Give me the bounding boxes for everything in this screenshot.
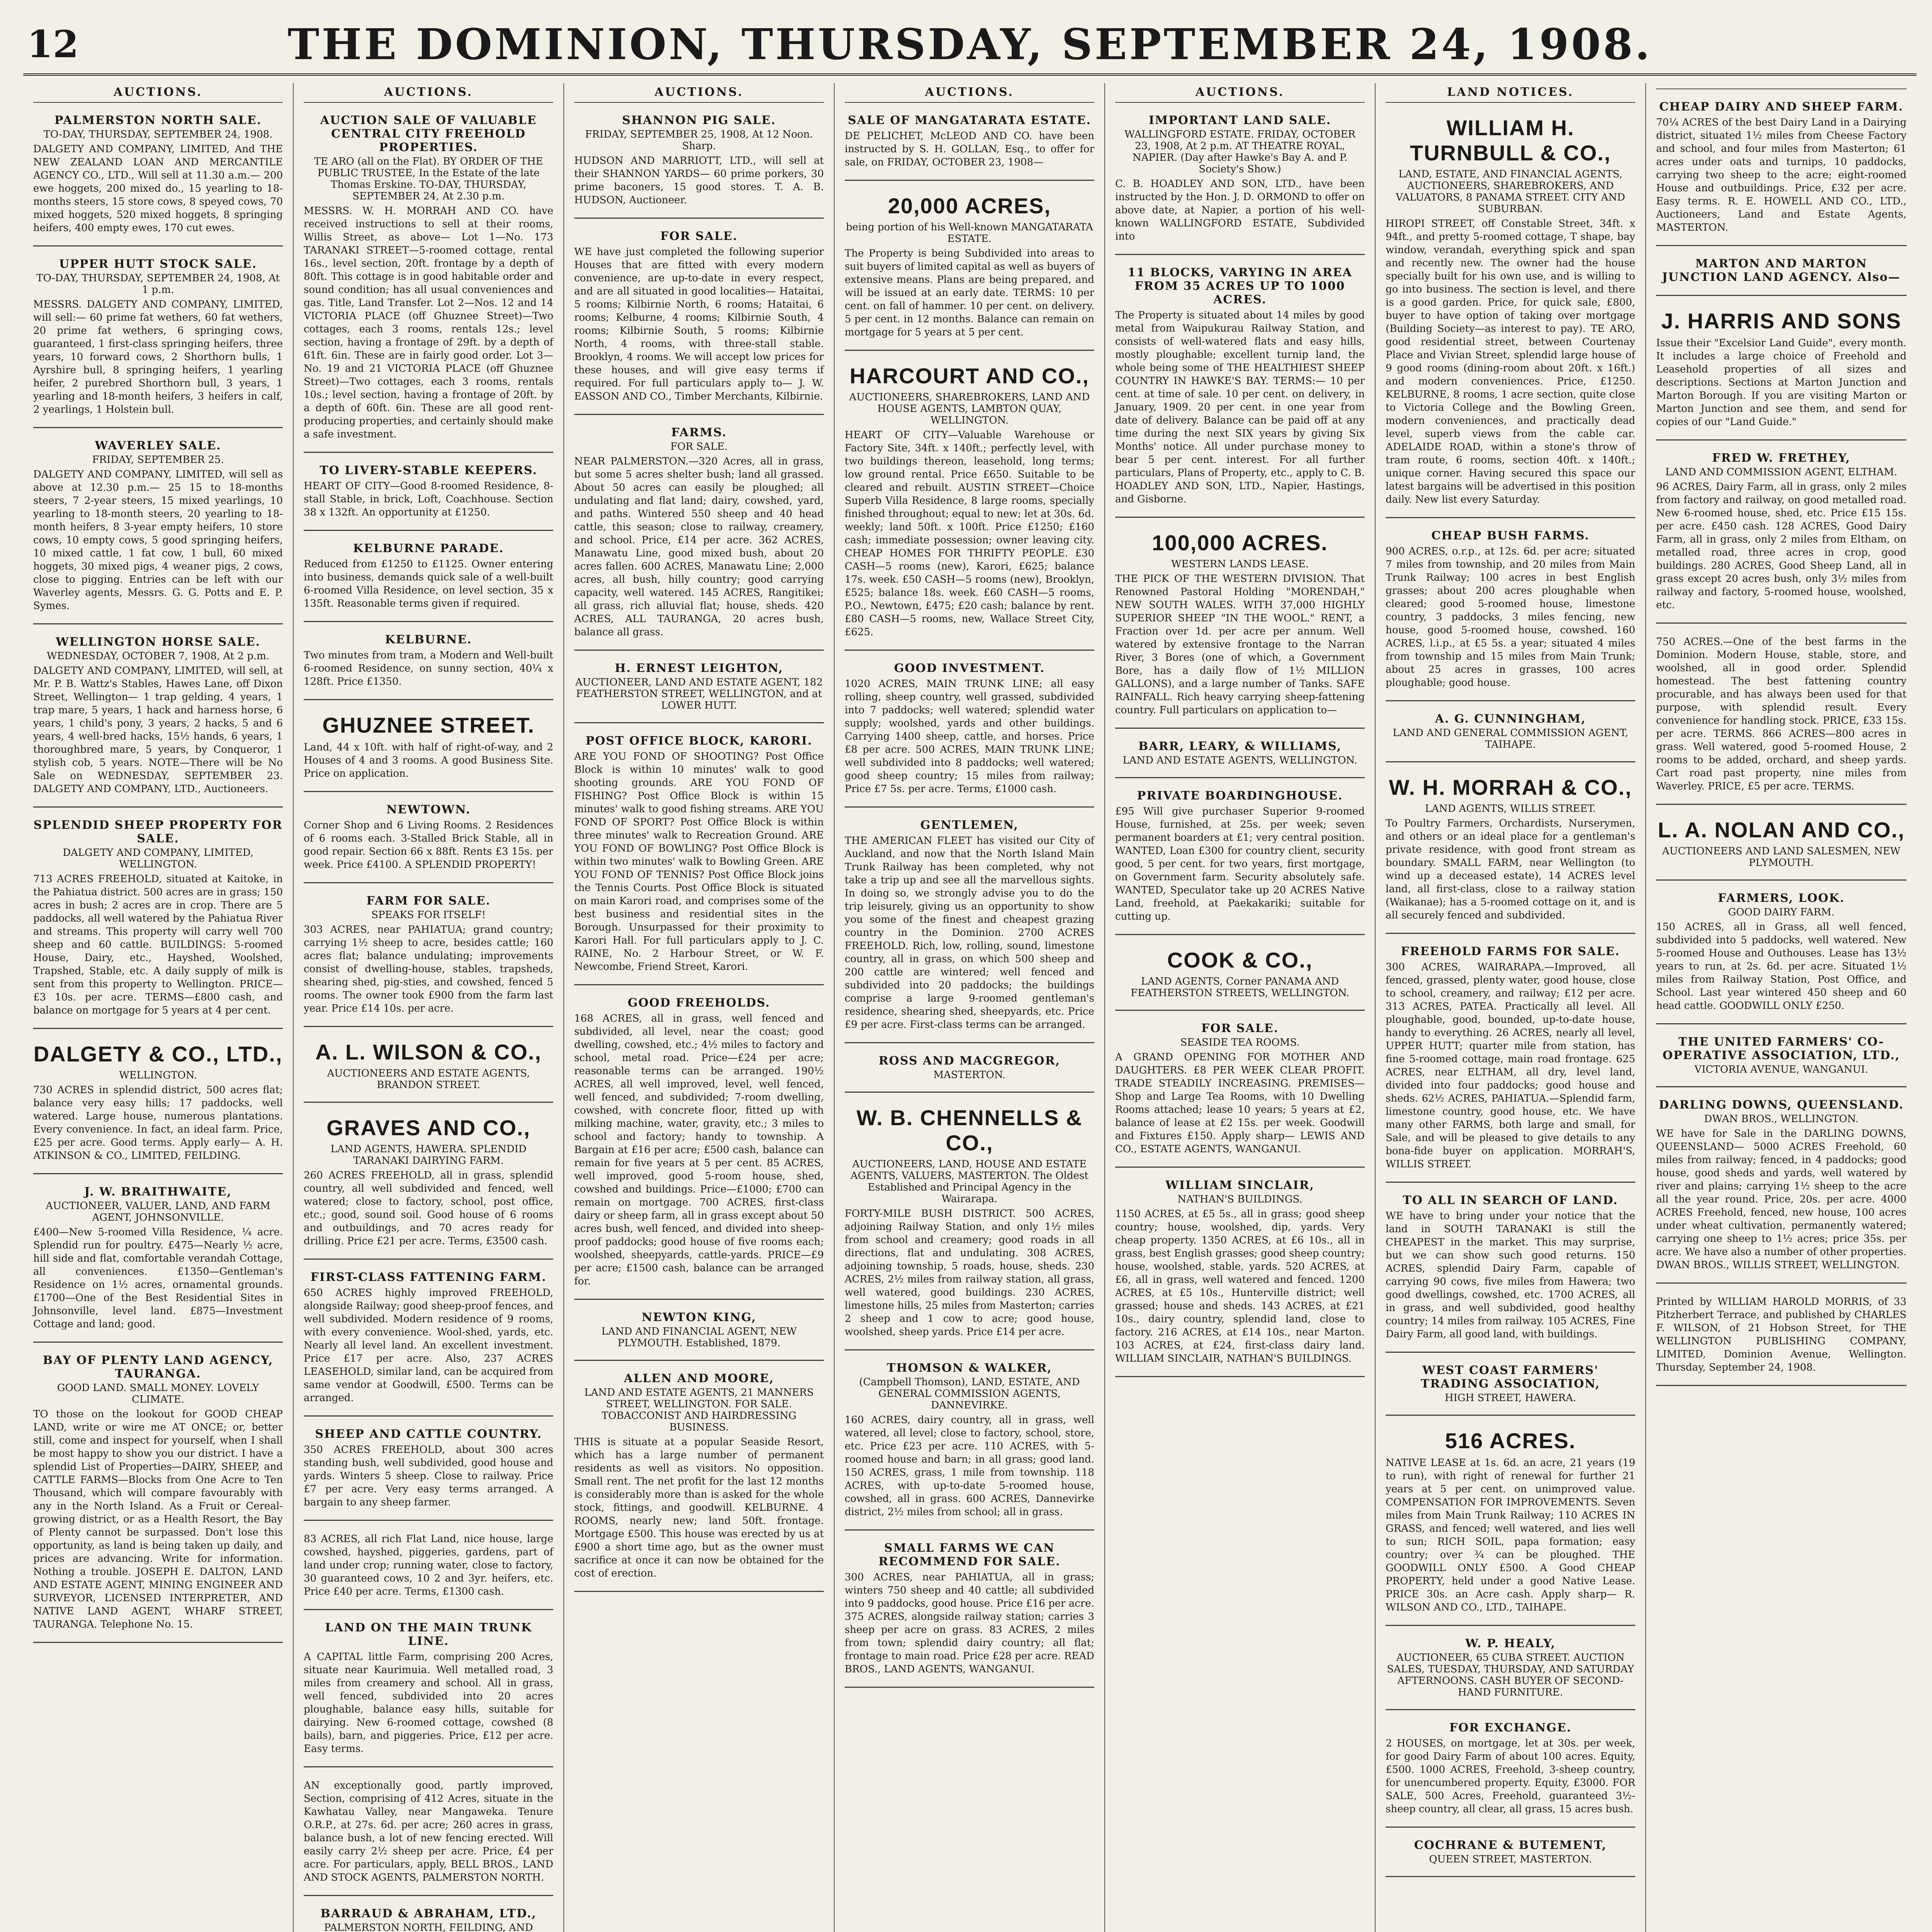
advertisement-title: PALMERSTON NORTH SALE. bbox=[54, 114, 262, 127]
advertisement-title: COCHRANE & BUTEMENT, bbox=[1414, 1838, 1607, 1852]
advertisement-title: L. A. NOLAN AND CO., bbox=[1658, 818, 1905, 842]
advertisement bbox=[574, 729, 824, 985]
advertisement bbox=[304, 1526, 553, 1610]
advertisement-body: 160 ACRES, dairy country, all in grass, well watered, all level; close to factory, school, store, etc. Price £23 per acre. 110 ACRES, with 5-roomed house and barn; in all grass; good land. 150 ACRES, grass, 1 mile from township. 118 ACRES, with up-to-date 5-roomed house, cowshed, all in grass. 600 ACRES, Dannevirke district, 2½ miles from school; all in grass. bbox=[845, 1414, 1094, 1518]
advertisement bbox=[304, 1901, 553, 1932]
advertisement-body: £400—New 5-roomed Villa Residence, ¼ acre. Splendid run for poultry. £475—Nearly ½ acre, hill side and flat, comfortable verandah Cottage, all conveniences. £1350—Gentleman's Residence on 1½ acres, ornamental grounds. £1700—One of the Best Residential Sites in Johnsonville, level land. £875—Investment Cottage and land; good. bbox=[33, 1226, 283, 1330]
advertisement-body: WE have to bring under your notice that the land in SOUTH TARANAKI is still the CHEAPEST in the market. This may surprise, but we can show such good returns. 150 ACRES, splendid Dairy Farm, capable of carrying 90 cows, five miles from Hawera; two good dwellings, cowshed, etc. 1700 ACRES, all in grass, and well subdivided, good healthy country; 14 miles from railway. 105 ACRES, Fine Dairy Farm, all good land, with buildings. bbox=[1386, 1210, 1635, 1340]
advertisement-title: FREEHOLD FARMS FOR SALE. bbox=[1401, 945, 1620, 958]
advertisement bbox=[1386, 1833, 1635, 1877]
advertisement-title: AUCTION SALE OF VALUABLE CENTRAL CITY FREEHOLD PROPERTIES. bbox=[320, 114, 537, 154]
advertisement-body: C. B. HOADLEY AND SON, LTD., have been instructed by the Hon. J. D. ORMOND to offer on above date, at Napier, a portion of his well-known WALLINGFORD ESTATE, Subdivided into bbox=[1115, 178, 1365, 242]
advertisement-subtitle: AUCTIONEER, LAND AND ESTATE AGENT, 182 FEATHERSTON STREET, WELLINGTON, and at LOWER HUTT. bbox=[575, 677, 823, 711]
advertisement-subtitle: TO-DAY, THURSDAY, SEPTEMBER 24, 1908. bbox=[43, 129, 273, 140]
advertisement-body: 300 ACRES, near PAHIATUA, all in grass; winters 750 sheep and 40 cattle; all subdivided into 9 paddocks, good house. Price £16 per acre. 375 ACRES, alongside railway station; carries 3 sheep per acre on grass. 83 ACRES, 2 miles from town; splendid dairy country; all flat; frontage to main road. Price £28 per acre. READ BROS., LAND AGENTS, WANGANUI. bbox=[845, 1571, 1094, 1675]
advertisement bbox=[304, 108, 553, 453]
advertisement bbox=[574, 420, 824, 651]
advertisement bbox=[33, 1180, 283, 1343]
advertisement-body: To Poultry Farmers, Orchardists, Nurserymen, and others or an ideal place for a gentleman's private residence, with good front stream as boundary. SMALL FARM, near Wellington (to wind up a deceased estate), 14 ACRES level land, all first-class, close to a railway station (Waikanae); has a 5-roomed cottage on it, and is all securely fenced and subdivided. bbox=[1386, 818, 1635, 921]
advertisement bbox=[845, 108, 1094, 181]
advertisement-body: NATIVE LEASE at 1s. 6d. an acre, 21 years (19 to run), with right of renewal for further 21 years at 5 per cent. on unimproved value. COMPENSATION FOR IMPROVEMENTS. Seven miles from Main Trunk Railway; 110 ACRES IN GRASS, and fenced; well watered, and lies well to sun; RICH SOIL, papa formation; easy country; over ¾ can be ploughed. THE GOODWILL ONLY £500. A Good CHEAP PROPERTY, held under a good Native Lease. PRICE 30s. an Acre cash. Apply sharp— R. WILSON AND CO., LTD., TAIHAPE. bbox=[1386, 1457, 1635, 1613]
advertisement-title: FOR EXCHANGE. bbox=[1449, 1721, 1572, 1735]
advertisement bbox=[845, 813, 1094, 1043]
advertisement bbox=[304, 628, 553, 700]
advertisement-subtitle: TE ARO (all on the Flat). BY ORDER OF THE PUBLIC TRUSTEE, In the Estate of the late Thomas Erskine. TO-DAY, THURSDAY, SEPTEMBER 24, At 2.30 p.m. bbox=[314, 156, 543, 202]
advertisement-subtitle: HIGH STREET, HAWERA. bbox=[1444, 1392, 1577, 1404]
advertisement-title: FARMERS, LOOK. bbox=[1718, 891, 1845, 905]
advertisement-title: THE UNITED FARMERS' CO-OPERATIVE ASSOCIATION, LTD., bbox=[1662, 1035, 1900, 1062]
advertisement-title: GHUZNEE STREET. bbox=[322, 713, 535, 737]
advertisement-title: FIRST-CLASS FATTENING FARM. bbox=[310, 1270, 547, 1284]
advertisement-body: 750 ACRES.—One of the best farms in the Dominion. Modern House, stable, store, and woolshed, all in good order. Splendid homestead. The best fattening country procurable, and has always been used for that purpose, with splendid result. Every convenience for handling stock. PRICE, £33 15s. per acre. TERMS. 866 ACRES—800 acres in grass. Well watered, good 5-roomed House, 2 rooms to be added, orchard, and sheep yards. Cart road past property, nine miles from Waverley. PRICE, £5 per acre. TERMS. bbox=[1656, 636, 1906, 792]
advertisement-title: SMALL FARMS WE CAN RECOMMEND FOR SALE. bbox=[878, 1541, 1061, 1568]
advertisement-title: W. H. MORRAH & CO., bbox=[1389, 775, 1632, 799]
advertisement bbox=[1386, 768, 1635, 934]
advertisement-body: HIROPI STREET, off Constable Street, 34ft. x 94ft., and pretty 5-roomed cottage, T shape, bay window, verandah, everything spick and span and recently new. The owner had the house specially built for his own use, and is willing to go into business. The section is level, and there is a good garden. Price, for quick sale, £800, buyer to have option of taking over mortgage (Building Society—as interest to pay). TE ARO, good residential street, between Courtenay Place and Vivian Street, splendid large house of 9 good rooms (dining-room about 20ft. x 16ft.) and modern conveniences. Price, £1250. KELBURNE, 8 rooms, 1 acre section, quite close to Victoria College and the Bowling Green, modern conveniences, and practically dead level, superb views from the cable car. ADELAIDE ROAD, within a stone's throw of tram route, 6 rooms, section 40ft. x 140ft.; unique corner. Having secured this space our latest bargains will be advertised in this position daily. New list every Saturday. bbox=[1386, 218, 1635, 505]
advertisement-title: SALE OF MANGATARATA ESTATE. bbox=[848, 114, 1091, 127]
advertisement bbox=[1656, 629, 1906, 805]
advertisement-body: Printed by WILLIAM HAROLD MORRIS, of 33 Pitzherbert Terrace, and published by CHARLES F. WILSON, of 21 Hobson Street, for THE WELLINGTON PUBLISHING COMPANY, LIMITED, Dominion Avenue, Wellington. Thursday, September 24, 1908. bbox=[1656, 1296, 1906, 1373]
advertisement-subtitle: WELLINGTON. bbox=[119, 1070, 197, 1081]
advertisement-body: 303 ACRES, near PAHIATUA; grand country; carrying 1½ sheep to acre, besides cattle; 160 acres flat; balance undulating; improvements consist of dwelling-house, stables, trapsheds, shearing shed, pig-sties, and cowshed, fenced 5 rooms. The owner took £900 from the farm last year. Price £14 10s. per acre. bbox=[304, 924, 553, 1014]
advertisement-title: FRED W. FRETHEY, bbox=[1712, 451, 1851, 465]
advertisement-title: KELBURNE PARADE. bbox=[353, 542, 504, 555]
column-4 bbox=[835, 83, 1105, 1932]
advertisement-body: FORTY-MILE BUSH DISTRICT. 500 ACRES, adjoining Railway Station, and only 1½ miles from school and creamery; good roads in all directions, flat and undulating. 308 ACRES, adjoining township, 5 roads, house, sheds. 230 ACRES, 2½ miles from railway station, all grass, well watered, good buildings. 230 ACRES, limestone hills, 25 miles from Masterton; carries 2 sheep and 1 cow to acre; good house, woolshed, sheep yards. Price £14 per acre. bbox=[845, 1208, 1094, 1338]
advertisement bbox=[1656, 810, 1906, 881]
advertisement-title: 11 BLOCKS, VARYING IN AREA FROM 35 ACRES UP TO 1000 ACRES. bbox=[1128, 266, 1352, 306]
advertisement bbox=[304, 458, 553, 531]
advertisement-subtitle: FOR SALE. bbox=[670, 441, 728, 452]
advertisement-body: The Property is being Subdivided into areas to suit buyers of limited capital as well as buyers of extensive means. Plans are being prepared, and will be issued at an early date. TERMS: 10 per cent. on fall of hammer. 10 per cent. on delivery. 5 per cent. in 12 months. Balance can remain on mortgage for 5 years at 5 per cent. bbox=[845, 248, 1094, 338]
advertisement-body: A CAPITAL little Farm, comprising 200 Acres, situate near Kaurimuia. Well metalled road, 3 miles from creamery and school. All in grass, well fenced, subdivided into 20 acres ploughable, balance easy hills, suitable for dairying. New 6-roomed cottage, cowshed (8 bails), barn, and piggeries. Price, £12 per acre. Easy terms. bbox=[304, 1651, 553, 1755]
advertisement bbox=[1656, 1030, 1906, 1087]
advertisement-title: UPPER HUTT STOCK SALE. bbox=[59, 257, 257, 271]
column-heading: AUCTIONS. bbox=[845, 83, 1094, 103]
advertisement-title: LAND ON THE MAIN TRUNK LINE. bbox=[325, 1621, 532, 1648]
advertisement-subtitle: LAND, ESTATE, AND FINANCIAL AGENTS, AUCTIONEERS, SHAREBROKERS, AND VALUATORS, 8 PANAMA STREET. CITY AND SUBURBAN. bbox=[1396, 168, 1625, 215]
advertisement-subtitle: AUCTIONEER, VALUER, LAND, AND FARM AGENT, JOHNSONVILLE. bbox=[46, 1200, 270, 1223]
advertisement-subtitle: LAND AGENTS, Corner PANAMA AND FEATHERSTON STREETS, WELLINGTON. bbox=[1131, 976, 1349, 999]
advertisement-body: 300 ACRES, WAIRARAPA.—Improved, all fenced, grassed, plenty water, good house, close to school, creamery, and railway; £12 per acre. 313 ACRES, PATEA. Practically all level. All ploughable, good, bounded, up-to-date house, handy to everything. 26 ACRES, nearly all level, UPPER HUTT; quarter mile from station, has fine 5-roomed cottage, main road frontage. 625 ACRES, near ELTHAM, all dry, level land, divided into four paddocks; good house and sheds. 62½ ACRES, PAHIATUA.—Splendid farm, limestone country, good house, etc. We have many other FARMS, both large and small, for Sale, and will be pleased to give details to any bona-fide buyer on application. MORRAH'S, WILLIS STREET. bbox=[1386, 961, 1635, 1170]
advertisement-subtitle: LAND AND COMMISSION AGENT, ELTHAM. bbox=[1665, 466, 1898, 478]
advertisement-body: DE PELICHET, McLEOD AND CO. have been instructed by S. H. GOLLAN, Esq., to offer for sale, on FRIDAY, OCTOBER 23, 1908— bbox=[845, 130, 1094, 168]
advertisement bbox=[304, 1773, 553, 1896]
advertisement bbox=[574, 656, 824, 723]
advertisement-title: FARM FOR SALE. bbox=[366, 894, 491, 908]
advertisement bbox=[1386, 1631, 1635, 1710]
advertisement-body: A GRAND OPENING FOR MOTHER AND DAUGHTERS. £8 PER WEEK CLEAR PROFIT. TRADE STEADILY INCREASING. PREMISES—Shop and Large Tea Rooms, with 10 Dwelling Rooms attached; lease 10 years; 5 years at £2, balance of lease at £2 15s. per week. Goodwill and Fixtures £150. Apply sharp— LEWIS AND CO., ESTATE AGENTS, WANGANUI. bbox=[1115, 1051, 1365, 1155]
advertisement-title: SHANNON PIG SALE. bbox=[622, 114, 776, 127]
advertisement bbox=[574, 108, 824, 219]
column-1 bbox=[23, 83, 294, 1932]
advertisement-body: Two minutes from tram, a Modern and Well-built 6-roomed Residence, on sunny section, 40¼ x 128ft. Price £1350. bbox=[304, 650, 553, 687]
advertisement-subtitle: DALGETY AND COMPANY, LIMITED, WELLINGTON. bbox=[63, 847, 253, 870]
advertisement bbox=[574, 1305, 824, 1361]
advertisement-title: FOR SALE. bbox=[660, 230, 738, 243]
advertisement-title: J. W. BRAITHWAITE, bbox=[84, 1185, 232, 1199]
advertisement bbox=[1115, 108, 1365, 255]
advertisement-body: DALGETY AND COMPANY, LIMITED, will sell as above at 12.30 p.m.— 25 15 to 18-months steers, 7 2-year steers, 15 mixed yearlings, 10 yearling to 18-month steers, 20 yearling to 18-month heifers, 8 3-year empty heifers, 10 store cows, 10 empty cows, 5 good springing heifers, 10 mixed cattle, 1 fat cow, 1 bull, 60 mixed hoggets, 30 mixed pigs, 4 weaner pigs, 2 cows, close to pigging. Entries can be left with our Waverley agents, Messrs. G. G. Potts and E. P. Symes. bbox=[33, 469, 283, 612]
advertisement bbox=[1656, 1093, 1906, 1284]
advertisement bbox=[1656, 446, 1906, 624]
advertisement bbox=[304, 1032, 553, 1103]
newspaper-title: THE DOMINION, THURSDAY, SEPTEMBER 24, 1908. bbox=[287, 19, 1652, 69]
advertisement-subtitle: TO-DAY, THURSDAY, SEPTEMBER 24, 1908, At 1 p.m. bbox=[36, 272, 280, 296]
column-heading: AUCTIONS. bbox=[304, 83, 553, 103]
advertisement-body: 168 ACRES, all in grass, well fenced and subdivided, all level, near the coast; good dwelling, cowshed, etc.; 4½ miles to factory and school, metal road. Price—£24 per acre; reasonable terms can be arranged. 190½ ACRES, all well improved, level, well fenced, well fenced, and subdivided; 7-room dwelling, cowshed, with concrete floor, fitted up with milking machine, water, gravity, etc.; 3 miles to school and factory; handy to township. A Bargain at £16 per acre; £500 cash, balance can remain for five years at 5 per cent. 85 ACRES, well improved, good 5-room house, shed, cowshed and buildings. Price—£1000; £700 can remain on mortgage. 700 ACRES, first-class dairy or sheep farm, all in grass except about 50 acres bush, well fenced, and divided into sheep-proof paddocks; good house of five rooms each; woolshed, sheepyards, cattle-yards. PRICE—£9 per acre; £1500 cash, balance can be arranged for. bbox=[574, 1013, 824, 1287]
advertisement-body: THE PICK OF THE WESTERN DIVISION. That Renowned Pastoral Holding "MORENDAH," NEW SOUTH WALES. WITH 37,000 HIGHLY SUPERIOR SHEEP "IN THE WOOL." RENT, a Fraction over 1d. per acre per annum. Well watered by extensive frontage to the Narran River, 3 Bores (one of which, a Government Bore, has a daily flow of 1½ MILLION GALLONS), and a large number of Tanks. SAFE RAINFALL. Rich heavy carrying sheep-fattening country. Full particulars on application to— bbox=[1115, 573, 1365, 716]
advertisement-subtitle: FRIDAY, SEPTEMBER 25, 1908, At 12 Noon. Sharp. bbox=[585, 129, 813, 152]
advertisement bbox=[304, 1108, 553, 1260]
advertisement bbox=[1386, 707, 1635, 762]
advertisement-subtitle: LAND AGENTS, WILLIS STREET. bbox=[1425, 803, 1596, 815]
advertisement-subtitle: AUCTIONEERS AND LAND SALESMEN, NEW PLYMOUTH. bbox=[1662, 845, 1901, 869]
advertisement bbox=[304, 889, 553, 1027]
advertisement-subtitle: GOOD DAIRY FARM. bbox=[1728, 906, 1835, 918]
advertisement-body: NEAR PALMERSTON.—320 Acres, all in grass, but some 5 acres shelter bush; land all grassed. About 50 acres can easily be ploughed; all undulating and flat land; dairy, cowshed, yard, and paths. Wintered 550 sheep and 40 head cattle, this season; close to railway, creamery, and school. Price, £14 per acre. 362 ACRES, Manawatu Line, good mixed bush, about 20 acres fallen. 600 ACRES, Manawatu Line; 2,000 acres, all bush, hilly country; good carrying capacity, well watered. 145 ACRES, Rangitikei; all grass, rich alluvial flat; house, sheds. 420 ACRES, ALL TAURANGA, 20 acres bush, balance all grass. bbox=[574, 456, 824, 638]
advertisement bbox=[845, 1049, 1094, 1093]
advertisement bbox=[1656, 95, 1906, 246]
advertisement-body: 83 ACRES, all rich Flat Land, nice house, large cowshed, hayshed, piggeries, gardens, part of land under crop; running water, close to factory, 30 guaranteed cows, 10 2 and 3yr. heifers, etc. Price £40 per acre. Terms, £1300 cash. bbox=[304, 1533, 553, 1597]
advertisement-body: AN exceptionally good, partly improved, Section, comprising of 412 Acres, situate in the Kawhatau Valley, near Mangaweka. Tenure O.R.P., at 27s. 6d. per acre; 260 acres in grass, balance bush, a lot of new fencing erected. Will easily carry 2½ sheep per acre. Price, £4 per acre. For particulars, apply, BELL BROS., LAND AND STOCK AGENTS, PALMERSTON NORTH. bbox=[304, 1780, 553, 1883]
advertisement-body: 900 ACRES, o.r.p., at 12s. 6d. per acre; situated 7 miles from township, and 20 miles from Main Trunk Railway; 100 acres in best English grasses; about 200 acres ploughable when cleared; good 5-roomed house, limestone country, 3 paddocks, 3 miles fencing, new house, good 5-roomed house, cowshed. 160 ACRES, l.i.p., at £5 5s. a year; situated 4 miles from township and 15 miles from Main Trunk; about 25 acres in grasses, 100 acres ploughable; good house. bbox=[1386, 546, 1635, 689]
advertisement-title: BARR, LEARY, & WILLIAMS, bbox=[1138, 740, 1342, 753]
advertisement-subtitle: WEDNESDAY, OCTOBER 7, 1908, At 2 p.m. bbox=[46, 650, 270, 662]
advertisement-subtitle: VICTORIA AVENUE, WANGANUI. bbox=[1694, 1064, 1868, 1075]
advertisement-title: SPLENDID SHEEP PROPERTY FOR SALE. bbox=[33, 818, 283, 845]
advertisement bbox=[845, 356, 1094, 651]
advertisement-title: 100,000 ACRES. bbox=[1152, 531, 1328, 555]
advertisement-subtitle: AUCTIONEERS, SHAREBROKERS, LAND AND HOUSE AGENTS, LAMBTON QUAY, WELLINGTON. bbox=[849, 391, 1090, 426]
advertisement-body: Land, 44 x 10ft. with half of right-of-way, and 2 Houses of 4 and 3 rooms. A good Business Site. Price on application. bbox=[304, 742, 553, 779]
advertisement-title: MARTON AND MARTON JUNCTION LAND AGENCY. Also— bbox=[1662, 257, 1901, 284]
advertisement-title: CHEAP DAIRY AND SHEEP FARM. bbox=[1659, 100, 1903, 114]
advertisement-title: A. L. WILSON & CO., bbox=[315, 1040, 542, 1064]
advertisement-body: Corner Shop and 6 Living Rooms. 2 Residences of 6 rooms each. 3-Stalled Brick Stable, all in good repair. Section 66 x 88ft. Rents £3 15s. per week. Price £4100. A SPLENDID PROPERTY! bbox=[304, 820, 553, 871]
advertisement-body: TO those on the lookout for GOOD CHEAP LAND, write or wire me AT ONCE; or, better still, come and inspect for yourself, when I shall be most happy to show you our district. I have a splendid List of Properties—DAIRY, SHEEP, and CATTLE FARMS—Blocks from One Acre to Ten Thousand, which will compare favourably with any in the North Island. As a Fruit or Cereal-growing district, or as a Health Resort, the Bay of Plenty cannot be surpassed. Don't lose this opportunity, as land is being taken up daily, and prices are advancing. Write for information. Nothing a trouble. JOSEPH E. DALTON, LAND AND ESTATE AGENT, MINING ENGINEER AND SURVEYOR, LICENSED INTERPRETER, AND NATIVE LAND AGENT, WHARF STREET, TAURANGA. Telephone No. 15. bbox=[33, 1408, 283, 1630]
advertisement bbox=[304, 706, 553, 792]
advertisement-body: 650 ACRES highly improved FREEHOLD, alongside Railway; good sheep-proof fences, and well subdivided. Modern residence of 9 rooms, with every convenience. Wool-shed, yards, etc. Nearly all level land. An excellent investment. Price £17 per acre. Also, 237 ACRES LEASEHOLD, similar land, can be acquired from same vendor at Goodwill, £500. Terms can be arranged. bbox=[304, 1287, 553, 1404]
advertisement-title: DARLING DOWNS, QUEENSLAND. bbox=[1659, 1098, 1904, 1112]
advertisement-body: 1020 ACRES, MAIN TRUNK LINE; all easy rolling, sheep country, well grassed, subdivided into 7 paddocks; well watered; splendid water supply; woolshed, yards and other buildings. Carrying 1400 sheep, cattle, and horses. Price £8 per acre. 500 ACRES, MAIN TRUNK LINE; well subdivided into 8 paddocks; well watered; good sheep country; 15 miles from railway; Price £7 5s. per acre. Terms, £1000 cash. bbox=[845, 678, 1094, 795]
advertisement bbox=[1115, 734, 1365, 778]
advertisement bbox=[33, 1348, 283, 1643]
advertisement-title: J. HARRIS AND SONS bbox=[1661, 309, 1901, 333]
advertisement bbox=[574, 1366, 824, 1592]
advertisement-title: W. B. CHENNELLS & CO., bbox=[856, 1105, 1083, 1155]
advertisement bbox=[1656, 1289, 1906, 1386]
advertisement-body: £95 Will give purchaser Superior 9-roomed House, furnished, at 25s. per week; seven permanent boarders at £1; very central position. WANTED, Loan £300 for country client, security good, 5 per cent. for two years, first mortgage, on Government farm. Security absolutely safe. WANTED, Speculator take up 20 ACRES Native Land, freehold, at Paekakariki; suitable for cutting up. bbox=[1115, 806, 1365, 922]
advertisement-subtitle: QUEEN STREET, MASTERTON. bbox=[1429, 1854, 1592, 1865]
advertisement-subtitle: SPEAKS FOR ITSELF! bbox=[371, 909, 486, 921]
advertisement bbox=[1115, 940, 1365, 1011]
advertisement-subtitle: DWAN BROS., WELLINGTON. bbox=[1704, 1113, 1859, 1125]
advertisement bbox=[845, 1356, 1094, 1531]
column-heading: LAND NOTICES. bbox=[1386, 83, 1635, 103]
advertisement-title: SHEEP AND CATTLE COUNTRY. bbox=[315, 1427, 542, 1441]
advertisement-subtitle: SEASIDE TEA ROOMS. bbox=[1180, 1037, 1300, 1048]
advertisement-body: 260 ACRES FREEHOLD, all in grass, splendid country, all well subdivided and fenced, well watered; close to factory, school, post office, etc.; good, sound soil. Good house of 6 rooms and outbuildings, and 70 acres ready for drilling. Price £21 per acre. Terms, £3500 cash. bbox=[304, 1170, 553, 1247]
advertisement bbox=[304, 798, 553, 883]
advertisement-title: TO LIVERY-STABLE KEEPERS. bbox=[320, 464, 537, 477]
advertisement-body: 730 ACRES in splendid district, 500 acres flat; balance very easy hills; 17 paddocks, well watered. Large house, numerous plantations. Every convenience. In fact, an ideal farm. Price, £25 per acre. Good terms. Apply early— A. H. ATKINSON & CO., LIMITED, FEILDING. bbox=[33, 1084, 283, 1162]
advertisement bbox=[1386, 1358, 1635, 1416]
advertisement-body: Issue their "Excelsior Land Guide", every month. It includes a large choice of Freehold and Leasehold properties of all sizes and descriptions. Sections at Marton Junction and Marton Borough. If you are visiting Marton or Marton Junction and see them, and send for copies of our "Land Guide." bbox=[1656, 337, 1906, 428]
advertisement bbox=[1386, 524, 1635, 701]
column-6 bbox=[1376, 83, 1646, 1932]
advertisement-title: BARRAUD & ABRAHAM, LTD., bbox=[320, 1907, 537, 1920]
advertisement-body: THE AMERICAN FLEET has visited our City of Auckland, and now that the North Island Main Trunk Railway has been completed, why not take a trip up and see all the marvellous sights. In doing so, we strongly advise you to do the trip leisurely, giving us an opportunity to show you some of the finest and cheapest grazing country in the Dominion. 2700 ACRES FREEHOLD. Rich, low, rolling, sound, limestone country, all in grass, on which 500 sheep and 200 cattle are wintered; well fenced and subdivided into 20 paddocks; the buildings comprise a large 9-roomed gentleman's residence, shearing shed, sheepyards, etc. Price £9 per acre. First-class terms can be arranged. bbox=[845, 835, 1094, 1031]
advertisement bbox=[845, 1098, 1094, 1350]
advertisement-subtitle: LAND AND ESTATE AGENTS, 21 MANNERS STREET, WELLINGTON. FOR SALE. TOBACCONIST AND HAIRDRESSING BUSINESS. bbox=[584, 1387, 814, 1433]
advertisement bbox=[304, 1616, 553, 1767]
advertisement bbox=[33, 108, 283, 247]
advertisement bbox=[1386, 1716, 1635, 1828]
advertisement-body: WE have for Sale in the DARLING DOWNS, QUEENSLAND— 5000 ACRES Freehold, 60 miles from railway; fenced, in 4 paddocks; good house, good sheds and yards, well watered by river and plains; carrying 1½ sheep to the acre all the year round. Price, 20s. per acre. 4000 ACRES Freehold, fenced, new house, 100 acres under wheat cultivation, permanently watered; carrying one sheep to 1½ acres; price 35s. per acre. We have also a number of other properties. DWAN BROS., WILLIS STREET, WELLINGTON. bbox=[1656, 1128, 1906, 1271]
advertisement-body: The Property is situated about 14 miles by good metal from Waipukurau Railway Station, and consists of well-watered flats and easy hills, mostly ploughable; excellent turnip land, the whole being some of THE HEALTHIEST SHEEP COUNTRY IN HAWKE'S BAY. TERMS:— 10 per cent. at time of sale. 10 per cent. on delivery, in January, 1909. 20 per cent. in one year from date of delivery. Balance can be paid off at any time during the next SIX years by giving Six Months' notice. All under purchase money to bear 5 per cent. interest. For all further particulars, Plans of Property, etc., apply to C. B. HOADLEY AND SON, LTD., Napier, Hastings, and Gisborne. bbox=[1115, 310, 1365, 505]
advertisement-body: Reduced from £1250 to £1125. Owner entering into business, demands quick sale of a well-built 6-roomed Villa Residence, on level section, 35 x 135ft. Reasonable terms given if required. bbox=[304, 558, 553, 609]
advertisement bbox=[845, 656, 1094, 808]
columns-container bbox=[23, 83, 1917, 1932]
advertisement bbox=[1386, 108, 1635, 518]
advertisement-title: A. G. CUNNINGHAM, bbox=[1435, 712, 1586, 726]
advertisement-title: COOK & CO., bbox=[1167, 948, 1313, 972]
advertisement-title: DALGETY & CO., LTD., bbox=[33, 1042, 283, 1066]
advertisement-body: 713 ACRES FREEHOLD, situated at Kaitoke, in the Pahiatua district. 500 acres are in grass; 150 acres in bush; 2 acres are in crop. There are 5 paddocks, all well watered by the Pahiatua River and streams. This property will carry well 700 sheep and 60 cattle. BUILDINGS: 5-roomed House, Dairy, etc., Hayshed, Woolshed, Trapshed, Stable, etc. A daily supply of milk is sent from this property to Wellington. PRICE—£3 10s. per acre. TERMS—£800 cash, and balance on mortgage for 5 years at 4 per cent. bbox=[33, 873, 283, 1016]
advertisement bbox=[1656, 886, 1906, 1024]
column-7 bbox=[1646, 83, 1917, 1932]
advertisement bbox=[33, 434, 283, 624]
advertisement-body: 96 ACRES, Dairy Farm, all in grass, only 2 miles from factory and railway, on good metalled road. New 6-roomed house, shed, etc. Price £15 15s. per acre. £450 cash. 128 ACRES, Good Dairy Farm, all in grass, only 2 miles from Eltham, on metalled road, three acres in crop, good buildings. 280 ACRES, Good Sheep Land, all in grass except 20 acres bush, only 3½ miles from railway and factory, 5-roomed house, woolshed, etc. bbox=[1656, 481, 1906, 611]
advertisement-subtitle: (Campbell Thomson), LAND, ESTATE, AND GENERAL COMMISSION AGENTS, DANNEVIRKE. bbox=[859, 1376, 1080, 1411]
advertisement-body: HEART OF CITY—Valuable Warehouse or Factory Site, 34ft. x 140ft.; perfectly level, with two buildings thereon, leasehold, long terms; low ground rental. Price £650. Suitable to be cleared and rebuilt. AUSTIN STREET—Choice Superb Villa Residence, 8 large rooms, specially finished throughout; equal to new; let at 30s. 6d. weekly; land 50ft. x 100ft. Price £1250; £160 cash; immediate possession; owner leaving city. CHEAP HOMES FOR THRIFTY PEOPLE. £30 CASH—5 rooms (new), Karori, £625; balance 17s. week. £50 CASH—5 rooms (new), Brooklyn, £525; balance 18s. week. £60 CASH—5 rooms, P.O., Newtown, £475; £20 cash; balance by rent. £80 CASH—5 rooms, new, Wallace Street City, £625. bbox=[845, 429, 1094, 638]
advertisement bbox=[304, 1422, 553, 1521]
advertisement bbox=[304, 1265, 553, 1417]
advertisement-body: WE have just completed the following superior Houses that are fitted with every modern convenience, are up-to-date in every respect, and are all situated in good localities— Hataitai, 5 rooms; Kilbirnie North, 6 rooms; Hataitai, 6 rooms; Kelburne, 4 rooms; Kilbirnie South, 4 rooms; Kilbirnie South, 5 rooms; Kilbirnie North, 4 rooms, with three-stall stable. Brooklyn, 4 rooms. We will accept low prices for these houses, and will give easy terms if required. For full particulars apply to— J. W. EASSON AND CO., Timber Merchants, Kilbirnie. bbox=[574, 246, 824, 402]
advertisement-subtitle: FRIDAY, SEPTEMBER 25. bbox=[92, 454, 224, 466]
advertisement bbox=[1656, 252, 1906, 296]
advertisement bbox=[33, 813, 283, 1029]
advertisement-body: 350 ACRES FREEHOLD, about 300 acres standing bush, well subdivided, good house and yards. Winters 5 sheep. Close to railway. Price £7 per acre. Very easy terms arranged. A bargain to any sheep farmer. bbox=[304, 1444, 553, 1508]
advertisement-title: GOOD FREEHOLDS. bbox=[628, 996, 770, 1010]
advertisement-title: W. P. HEALY, bbox=[1465, 1637, 1556, 1650]
advertisement-title: NEWTON KING, bbox=[641, 1311, 757, 1324]
advertisement-subtitle: PALMERSTON NORTH, FEILDING, AND bbox=[324, 1922, 533, 1932]
column-heading: AUCTIONS. bbox=[33, 83, 283, 103]
advertisement-title: WILLIAM SINCLAIR, bbox=[1165, 1179, 1315, 1192]
advertisement-subtitle: LAND AND GENERAL COMMISSION AGENT, TAIHAPE. bbox=[1393, 727, 1628, 750]
advertisement bbox=[574, 991, 824, 1300]
advertisement bbox=[845, 1536, 1094, 1688]
advertisement-title: 20,000 ACRES, bbox=[888, 194, 1051, 218]
advertisement-body: ARE YOU FOND OF SHOOTING? Post Office Block is within 10 minutes' walk to good shooting grounds. ARE YOU FOND OF FISHING? Post Office Block is within 15 minutes' walk to good fishing streams. ARE YOU FOND OF SPORT? Post Office Block is within three minutes' walk to Recreation Ground. ARE YOU FOND OF BOWLING? Post Office Block is within two minutes' walk to Bowling Green. ARE YOU FOND OF TENNIS? Post Office Block joins the Tennis Courts. Post Office Block is situated on main Karori road, and comprises some of the best business and residential sites in the Borough. Unsurpassed for their proximity to Karori Hall. For full particulars apply to J. C. RAINE, No. 2 Harbour Street, or W. F. Newcombe, Friend Street, Karori. bbox=[574, 751, 824, 973]
advertisement-body: 150 ACRES, all in Grass, all well fenced, subdivided into 5 paddocks, well watered. New 5-roomed House and Outhouses. Lease has 13½ years to run, at 2s. 6d. per acre. Situated 1½ miles from Railway Station, Post Office, and School. Last year wintered 450 sheep and 60 head cattle. GOODWILL ONLY £250. bbox=[1656, 921, 1906, 1012]
advertisement-title: WAVERLEY SALE. bbox=[95, 439, 221, 452]
advertisement-title: WELLINGTON HORSE SALE. bbox=[56, 635, 260, 649]
advertisement-subtitle: AUCTIONEERS AND ESTATE AGENTS, BRANDON STREET. bbox=[327, 1068, 530, 1091]
advertisement bbox=[1115, 523, 1365, 729]
advertisement-title: THOMSON & WALKER, bbox=[887, 1361, 1052, 1375]
advertisement-title: BAY OF PLENTY LAND AGENCY, TAURANGA. bbox=[43, 1354, 274, 1381]
advertisement-body: HUDSON AND MARRIOTT, LTD., will sell at their SHANNON YARDS— 60 prime porkers, 30 prime baconers, 15 good stores. T. A. B. HUDSON, Auctioneer. bbox=[574, 155, 824, 206]
advertisement-subtitle: NATHAN'S BUILDINGS. bbox=[1177, 1194, 1303, 1205]
advertisement-body: 70¼ ACRES of the best Dairy Land in a Dairying district, situated 1½ miles from Cheese Factory and school, and four miles from Masterton; 61 acres under oats and turnips, 10 paddocks, carrying two sheep to the acre; eight-roomed House and outbuildings. Price, £32 per acre. Easy terms. R. E. HOWELL AND CO., LTD., Auctioneers, Land and Estate Agents, MASTERTON. bbox=[1656, 117, 1906, 233]
advertisement-title: GRAVES AND CO., bbox=[327, 1116, 531, 1140]
advertisement-title: H. ERNEST LEIGHTON, bbox=[614, 662, 784, 675]
advertisement-title: 516 ACRES. bbox=[1445, 1429, 1576, 1453]
masthead bbox=[23, 15, 1917, 76]
advertisement-title: WILLIAM H. TURNBULL & CO., bbox=[1410, 116, 1611, 165]
advertisement-subtitle: MASTERTON. bbox=[933, 1069, 1006, 1081]
advertisement bbox=[1386, 1188, 1635, 1353]
advertisement-title: ALLEN AND MOORE, bbox=[624, 1372, 774, 1385]
advertisement-title: PRIVATE BOARDINGHOUSE. bbox=[1137, 789, 1343, 803]
advertisement-body: DALGETY AND COMPANY, LIMITED, will sell, at Mr. P. B. Wattz's Stables, Hawes Lane, off Dixon Street, Wellington— 1 trap gelding, 4 years, 1 trap mare, 5 years, 1 hack and harness horse, 6 years, 1 child's pony, 3 years, 2 hacks, 5 and 6 years, 4 well-bred hacks, 15½ hands, 6 years, 1 thoroughbred mare, 5 years, by Conqueror, 1 stylish cob, 5 years. NOTE—There will be No Sale on WEDNESDAY, SEPTEMBER 23. DALGETY AND COMPANY, LTD., Auctioneers. bbox=[33, 665, 283, 795]
advertisement-body: 2 HOUSES, on mortgage, let at 30s. per week, for good Dairy Farm of about 100 acres. Equity, £500. 1000 ACRES, Freehold, 3-sheep country, for unencumbered property. Equity, £3000. FOR SALE, 500 Acres, Freehold, guaranteed 3½-sheep country, all clear, all grass, 15 acres bush. bbox=[1386, 1738, 1635, 1815]
advertisement bbox=[33, 630, 283, 808]
advertisement-title: NEWTOWN. bbox=[386, 803, 471, 816]
advertisement-subtitle: AUCTIONEERS, LAND, HOUSE AND ESTATE AGENTS, VALUERS, MASTERTON. The Oldest Established and Principal Agency in the Wairarapa. bbox=[850, 1158, 1088, 1205]
column-heading: AUCTIONS. bbox=[574, 83, 824, 103]
advertisement-title: FOR SALE. bbox=[1201, 1022, 1279, 1035]
advertisement bbox=[1386, 1421, 1635, 1626]
advertisement-title: KELBURNE. bbox=[385, 633, 472, 646]
advertisement-subtitle: WESTERN LANDS LEASE. bbox=[1171, 558, 1309, 570]
advertisement-body: HEART OF CITY—Good 8-roomed Residence, 8-stall Stable, in brick, Loft, Coachhouse. Section 38 x 132ft. An opportunity at £1250. bbox=[304, 480, 553, 518]
advertisement bbox=[845, 186, 1094, 351]
column-heading bbox=[1656, 83, 1906, 89]
advertisement bbox=[574, 224, 824, 415]
page-number: 12 bbox=[27, 22, 79, 66]
advertisement-title: IMPORTANT LAND SALE. bbox=[1148, 114, 1332, 127]
advertisement bbox=[33, 252, 283, 428]
advertisement-title: GENTLEMEN, bbox=[920, 818, 1019, 832]
advertisement-body: 1150 ACRES, at £5 5s., all in grass; good sheep country; house, woolshed, dip, yards. Very cheap property. 1350 ACRES, at £6 10s., all in grass, best English grasses; good sheep country; house, woolshed, stable, yards. 520 ACRES, at £6, all in grass, well watered and fenced. 1200 ACRES, at £5 10s., Hunterville district; well grassed; house and sheds. 143 ACRES, at £21 10s., dairy country, splendid land, close to factory. 216 ACRES, at £14 10s., near Marton. 103 ACRES, at £24, first-class dairy land. WILLIAM SINCLAIR, NATHAN'S BUILDINGS. bbox=[1115, 1208, 1365, 1364]
column-5 bbox=[1105, 83, 1376, 1932]
advertisement-subtitle: WALLINGFORD ESTATE. FRIDAY, OCTOBER 23, 1908, At 2 p.m. AT THEATRE ROYAL, NAPIER. (Day after Hawke's Bay A. and P. Society's Show.) bbox=[1124, 129, 1355, 175]
advertisement-subtitle: LAND AND ESTATE AGENTS, WELLINGTON. bbox=[1122, 755, 1357, 766]
advertisement-title: TO ALL IN SEARCH OF LAND. bbox=[1403, 1194, 1618, 1207]
advertisement bbox=[33, 1034, 283, 1174]
advertisement bbox=[1386, 939, 1635, 1183]
advertisement-title: CHEAP BUSH FARMS. bbox=[1431, 529, 1590, 543]
advertisement-body: MESSRS. DALGETY AND COMPANY, LIMITED, will sell:— 60 prime fat wethers, 60 fat wethers, 20 prime fat wethers, 6 springing cows, guaranteed, 1 first-class springing heifers, three years, 10 forward cows, 2 Shorthorn bulls, 1 Ayrshire bull, 8 springing heifers, 1 yearling heifer, 2 purebred Shorthorn bull, 3 years, 1 yearling and 18-month heifers, 3 heifers in calf, 2 yearlings, 1 Holstein bull. bbox=[33, 299, 283, 415]
advertisement bbox=[1115, 1173, 1365, 1377]
advertisement-body: MESSRS. W. H. MORRAH AND CO. have received instructions to sell at their rooms, Willis Street, as above— Lot 1—No. 173 TARANAKI STREET—5-roomed cottage, rental 16s., level section, 20ft. frontage by a depth of 80ft. This cottage is in good habitable order and sound condition; has all usual conveniences and gas. Title, Land Transfer. Lot 2—Nos. 12 and 14 VICTORIA PLACE (off Ghuznee Street)—Two cottages, each 3 rooms, rentals 12s.; level section, having a frontage of 29ft. by a depth of 61ft. 6in. These are in fairly good order. Lot 3—No. 19 and 21 VICTORIA PLACE (off Ghuznee Street)—Two cottages, each 3 rooms, rentals 10s.; level section, having a frontage of 20ft. by a depth of 60ft. 6in. These are all good rent-producing properties, and certainly should make a safe investment. bbox=[304, 205, 553, 440]
advertisement-title: ROSS AND MACGREGOR, bbox=[878, 1054, 1061, 1068]
advertisement-title: WEST COAST FARMERS' TRADING ASSOCIATION, bbox=[1420, 1364, 1600, 1391]
advertisement-subtitle: GOOD LAND. SMALL MONEY. LOVELY CLIMATE. bbox=[57, 1382, 259, 1405]
advertisement-title: POST OFFICE BLOCK, KARORI. bbox=[585, 734, 813, 748]
column-2 bbox=[294, 83, 564, 1932]
advertisement-title: HARCOURT AND CO., bbox=[850, 364, 1089, 388]
advertisement-body: THIS is situate at a popular Seaside Resort, which has a large number of permanent residents as well as visitors. No opposition. Small rent. The net profit for the last 12 months is considerably more than is asked for the whole stock, fittings, and goodwill. KELBURNE. 4 ROOMS, nearly new; land 50ft. frontage. Mortgage £500. This house was erected by us at £900 a short time ago, but as the owner must sacrifice at once it can now be obtained for the cost of erection. bbox=[574, 1436, 824, 1579]
column-heading: AUCTIONS. bbox=[1115, 83, 1365, 103]
advertisement-title: FARMS. bbox=[671, 426, 727, 439]
advertisement bbox=[304, 536, 553, 622]
advertisement-subtitle: AUCTIONEER, 65 CUBA STREET. AUCTION SALES, TUESDAY, THURSDAY, AND SATURDAY AFTERNOONS. CASH BUYER OF SECOND-HAND FURNITURE. bbox=[1387, 1652, 1634, 1698]
advertisement-subtitle: LAND AGENTS, HAWERA. SPLENDID TARANAKI DAIRYING FARM. bbox=[330, 1143, 527, 1167]
advertisement bbox=[1115, 784, 1365, 935]
column-3 bbox=[564, 83, 835, 1932]
advertisement bbox=[1115, 1016, 1365, 1168]
advertisement-title: GOOD INVESTMENT. bbox=[894, 662, 1045, 675]
advertisement-body: DALGETY AND COMPANY, LIMITED, And THE NEW ZEALAND LOAN AND MERCANTILE AGENCY CO., LTD., Will sell at 11.30 a.m.— 200 ewe hoggets, 200 mixed do., 15 yearling to 18-months steers, 15 store cows, 8 speyed cows, 70 mixed hoggets, 520 mixed hoggets, 8 springing heifers, 400 empty ewes, 170 cut ewes. bbox=[33, 143, 283, 234]
advertisement bbox=[1115, 260, 1365, 518]
advertisement bbox=[1656, 301, 1906, 440]
advertisement-subtitle: being portion of his Well-known MANGATARATA ESTATE. bbox=[846, 221, 1093, 245]
advertisement-subtitle: LAND AND FINANCIAL AGENT, NEW PLYMOUTH. Established, 1879. bbox=[601, 1326, 797, 1349]
